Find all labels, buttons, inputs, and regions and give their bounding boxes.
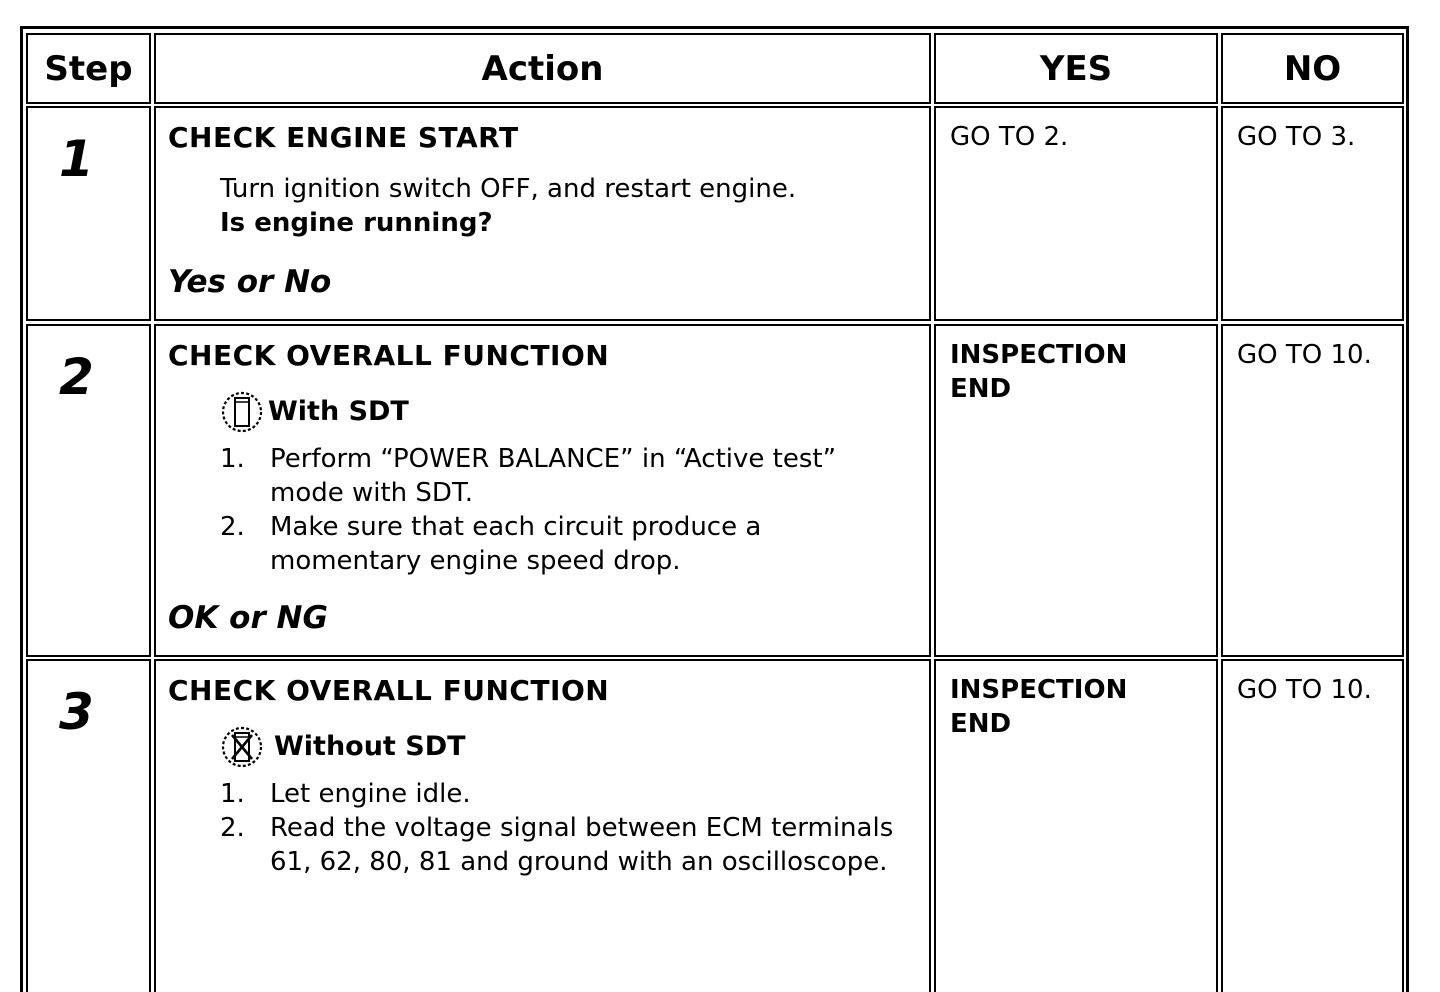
list-item-number: 1. <box>220 779 245 809</box>
tool-requirement <box>220 390 929 434</box>
list-item-number: 1. <box>220 444 245 474</box>
action-title: CHECK OVERALL FUNCTION <box>168 674 610 707</box>
list-item-text: Perform “POWER BALANCE” in “Active test” mode with SDT. <box>270 444 837 508</box>
list-item-number: 2. <box>220 813 245 843</box>
without-sdt-tool-icon <box>220 725 264 769</box>
yes-cell <box>934 106 1218 321</box>
step-cell <box>26 659 151 992</box>
yes-cell <box>934 324 1218 657</box>
no-target: GO TO 10. <box>1237 675 1372 705</box>
step-number: 2 <box>59 348 94 406</box>
list-item <box>220 510 929 578</box>
tool-label: Without SDT <box>274 731 466 762</box>
yes-target: INSPECTION END <box>950 340 1128 404</box>
no-cell <box>1221 324 1404 657</box>
no-cell <box>1221 659 1404 992</box>
list-item-text: Make sure that each circuit produce a momentary engine speed drop. <box>270 512 762 576</box>
list-item-text: Read the voltage signal between ECM terminals 61, 62, 80, 81 and ground with an oscilloscope. <box>270 813 894 877</box>
result-options: Yes or No <box>168 264 332 300</box>
column-header-no-label: NO <box>1283 48 1342 89</box>
tool-requirement <box>220 725 929 769</box>
column-header-step-label: Step <box>44 48 133 89</box>
step-cell <box>26 106 151 321</box>
yes-target: INSPECTION END <box>950 675 1128 739</box>
action-title: CHECK OVERALL FUNCTION <box>168 339 610 372</box>
list-item <box>220 442 929 510</box>
column-header-yes-label: YES <box>1039 48 1113 89</box>
column-header-step <box>26 33 151 104</box>
instruction-text: Turn ignition switch OFF, and restart engine. <box>220 174 797 204</box>
action-cell <box>154 659 931 992</box>
no-cell <box>1221 106 1404 321</box>
action-cell <box>154 106 931 321</box>
no-target: GO TO 3. <box>1237 122 1356 152</box>
list-item <box>220 777 929 811</box>
procedure-list <box>220 442 929 578</box>
yes-cell <box>934 659 1218 992</box>
result-options: OK or NG <box>168 600 328 636</box>
column-header-action <box>154 33 931 104</box>
no-target: GO TO 10. <box>1237 340 1372 370</box>
list-item-number: 2. <box>220 512 245 542</box>
column-header-action-label: Action <box>481 48 604 89</box>
yes-target: GO TO 2. <box>950 122 1069 152</box>
question-text: Is engine running? <box>220 208 493 238</box>
sdt-tool-icon <box>220 390 264 434</box>
tool-label: With SDT <box>268 396 409 427</box>
list-item-text: Let engine idle. <box>270 779 471 809</box>
column-header-yes <box>934 33 1218 104</box>
step-cell <box>26 324 151 657</box>
column-header-no <box>1221 33 1404 104</box>
action-cell <box>154 324 931 657</box>
action-title: CHECK ENGINE START <box>168 121 519 154</box>
step-number: 1 <box>59 130 94 188</box>
step-number: 3 <box>59 683 94 741</box>
list-item <box>220 811 929 879</box>
procedure-list <box>220 777 929 879</box>
